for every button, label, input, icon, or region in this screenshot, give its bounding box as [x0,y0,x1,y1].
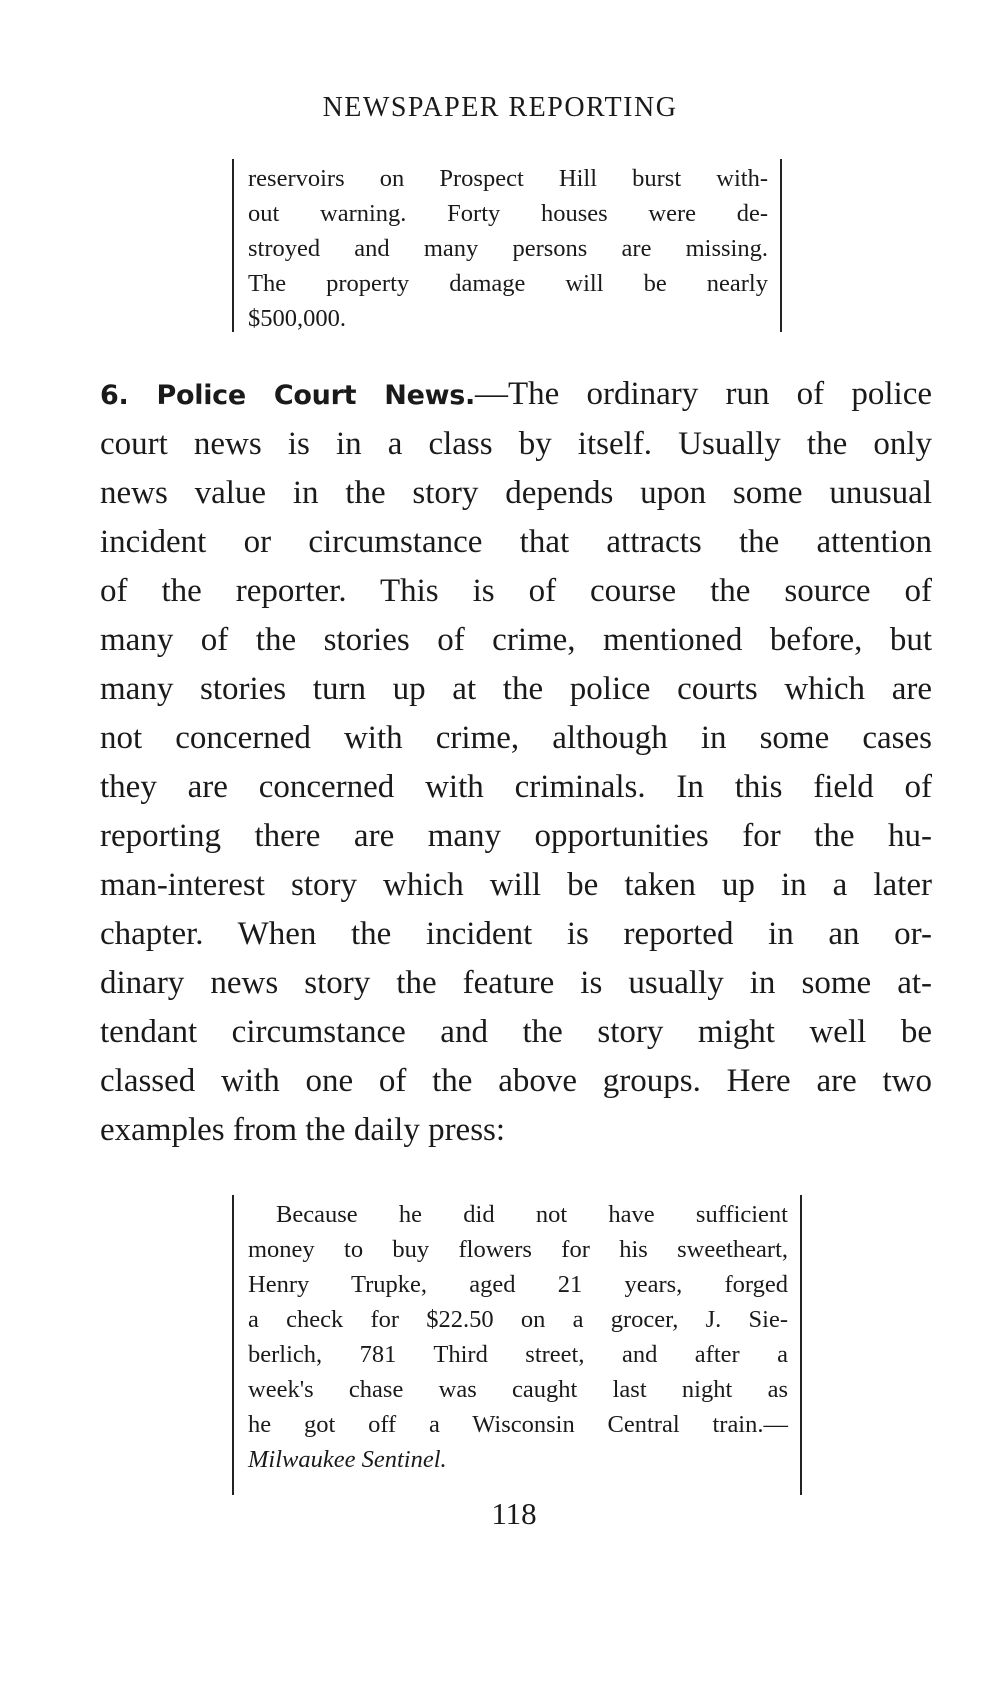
body-line: classed with one of the above groups. Here are two [100,1063,932,1099]
em-dash: — [474,376,508,412]
clipping-line: a check for $22.50 on a grocer, J. Sie- [248,1306,788,1333]
body-line: incident or circumstance that attracts the attention [100,524,932,560]
section-first-line [100,370,932,420]
section-police-court-news [100,370,932,1155]
body-line: they are concerned with criminals. In this field of [100,769,932,805]
clipping-line: out warning. Forty houses were de- [248,200,768,227]
clipping-line: The property damage will be nearly [248,270,768,297]
clipping-line: he got off a Wisconsin Central train.— [248,1411,788,1438]
body-line: many stories turn up at the police courts which are [100,671,932,707]
clipping-line: berlich, 781 Third street, and after a [248,1341,788,1368]
section-heading: 6. Police Court News. [100,380,475,411]
clipping-line: Because he did not have sufficient [276,1201,788,1228]
clipping-line: Henry Trupke, aged 21 years, forged [248,1271,788,1298]
body-line: many of the stories of crime, mentioned before, but [100,622,932,658]
body-line: man-interest story which will be taken up in a later [100,867,932,903]
newspaper-clipping-top [232,159,782,332]
body-line: chapter. When the incident is reported in an or- [100,916,932,952]
newspaper-clipping-bottom [232,1195,802,1495]
section-first-line-text: The ordinary run of police [507,376,932,412]
body-line: dinary news story the feature is usually in some at- [100,965,932,1001]
clipping-line: reservoirs on Prospect Hill burst with- [248,165,768,192]
body-line: reporting there are many opportunities for the hu- [100,818,932,854]
clipping-line: stroyed and many persons are missing. [248,235,768,262]
body-line: not concerned with crime, although in some cases [100,720,932,756]
body-line: news value in the story depends upon some unusual [100,475,932,511]
clipping-line: money to buy flowers for his sweetheart, [248,1236,788,1263]
body-line: court news is in a class by itself. Usually the only [100,426,932,462]
body-line: of the reporter. This is of course the source of [100,573,932,609]
body-line: examples from the daily press: [100,1112,506,1148]
page-number: 118 [491,1496,537,1531]
clipping-line: week's chase was caught last night as [248,1376,788,1403]
clipping-line: $500,000. [248,305,346,332]
clipping-source: Milwaukee Sentinel. [248,1446,447,1473]
running-head: NEWSPAPER REPORTING [322,92,678,123]
body-line: tendant circumstance and the story might well be [100,1014,932,1050]
